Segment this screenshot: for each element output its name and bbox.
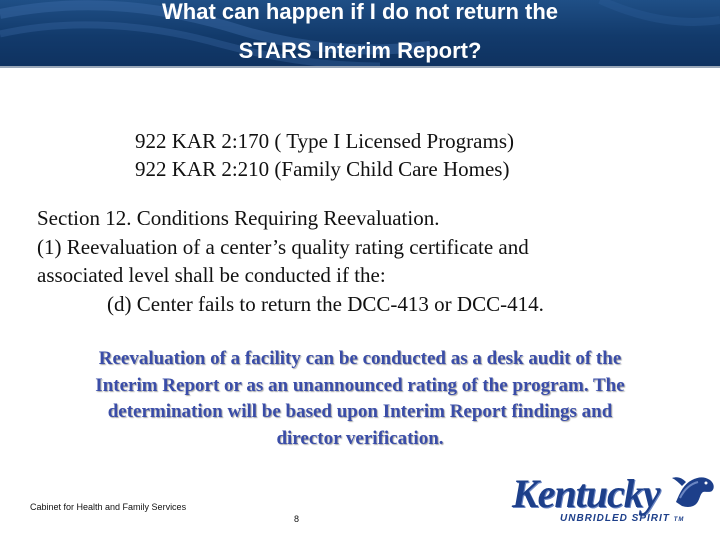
header-divider xyxy=(0,66,720,68)
section-text xyxy=(37,204,697,318)
section-line: (1) Reevaluation of a center’s quality rating certificate and xyxy=(37,234,529,259)
emphasis-line: determination will be based upon Interim Report findings and xyxy=(107,401,613,422)
logo-tagline-text: UNBRIDLED SPIRIT xyxy=(560,513,670,524)
section-line: associated level shall be conducted if the: xyxy=(37,263,386,287)
kentucky-logo xyxy=(510,470,715,532)
horse-head-icon xyxy=(670,472,716,512)
emphasis-line: director verification. xyxy=(276,427,444,449)
title-line-2: STARS Interim Report? xyxy=(238,38,482,63)
footer-organization: Cabinet for Health and Family Services xyxy=(30,502,187,512)
title-banner xyxy=(0,0,720,66)
logo-tagline xyxy=(560,513,684,524)
regulation-list xyxy=(135,127,514,183)
logo-trademark: TM xyxy=(673,517,685,523)
page-number: 8 xyxy=(294,514,300,524)
regulation-line: 922 KAR 2:170 ( Type I Licensed Programs) xyxy=(135,129,514,153)
section-subitem: (d) Center fails to return the DCC-413 or DCC-414. xyxy=(107,291,544,316)
emphasis-line: Interim Report or as an unannounced rating of the program. The xyxy=(95,374,625,396)
regulation-line: 922 KAR 2:210 (Family Child Care Homes) xyxy=(135,157,510,181)
emphasis-paragraph xyxy=(40,346,680,452)
logo-wordmark: Kentucky xyxy=(512,471,660,516)
emphasis-line: Reevaluation of a facility can be conducted as a desk audit of the xyxy=(98,348,622,369)
title-line-1: What can happen if I do not return the xyxy=(162,0,558,24)
section-heading: Section 12. Conditions Requiring Reevaluation. xyxy=(37,206,440,230)
